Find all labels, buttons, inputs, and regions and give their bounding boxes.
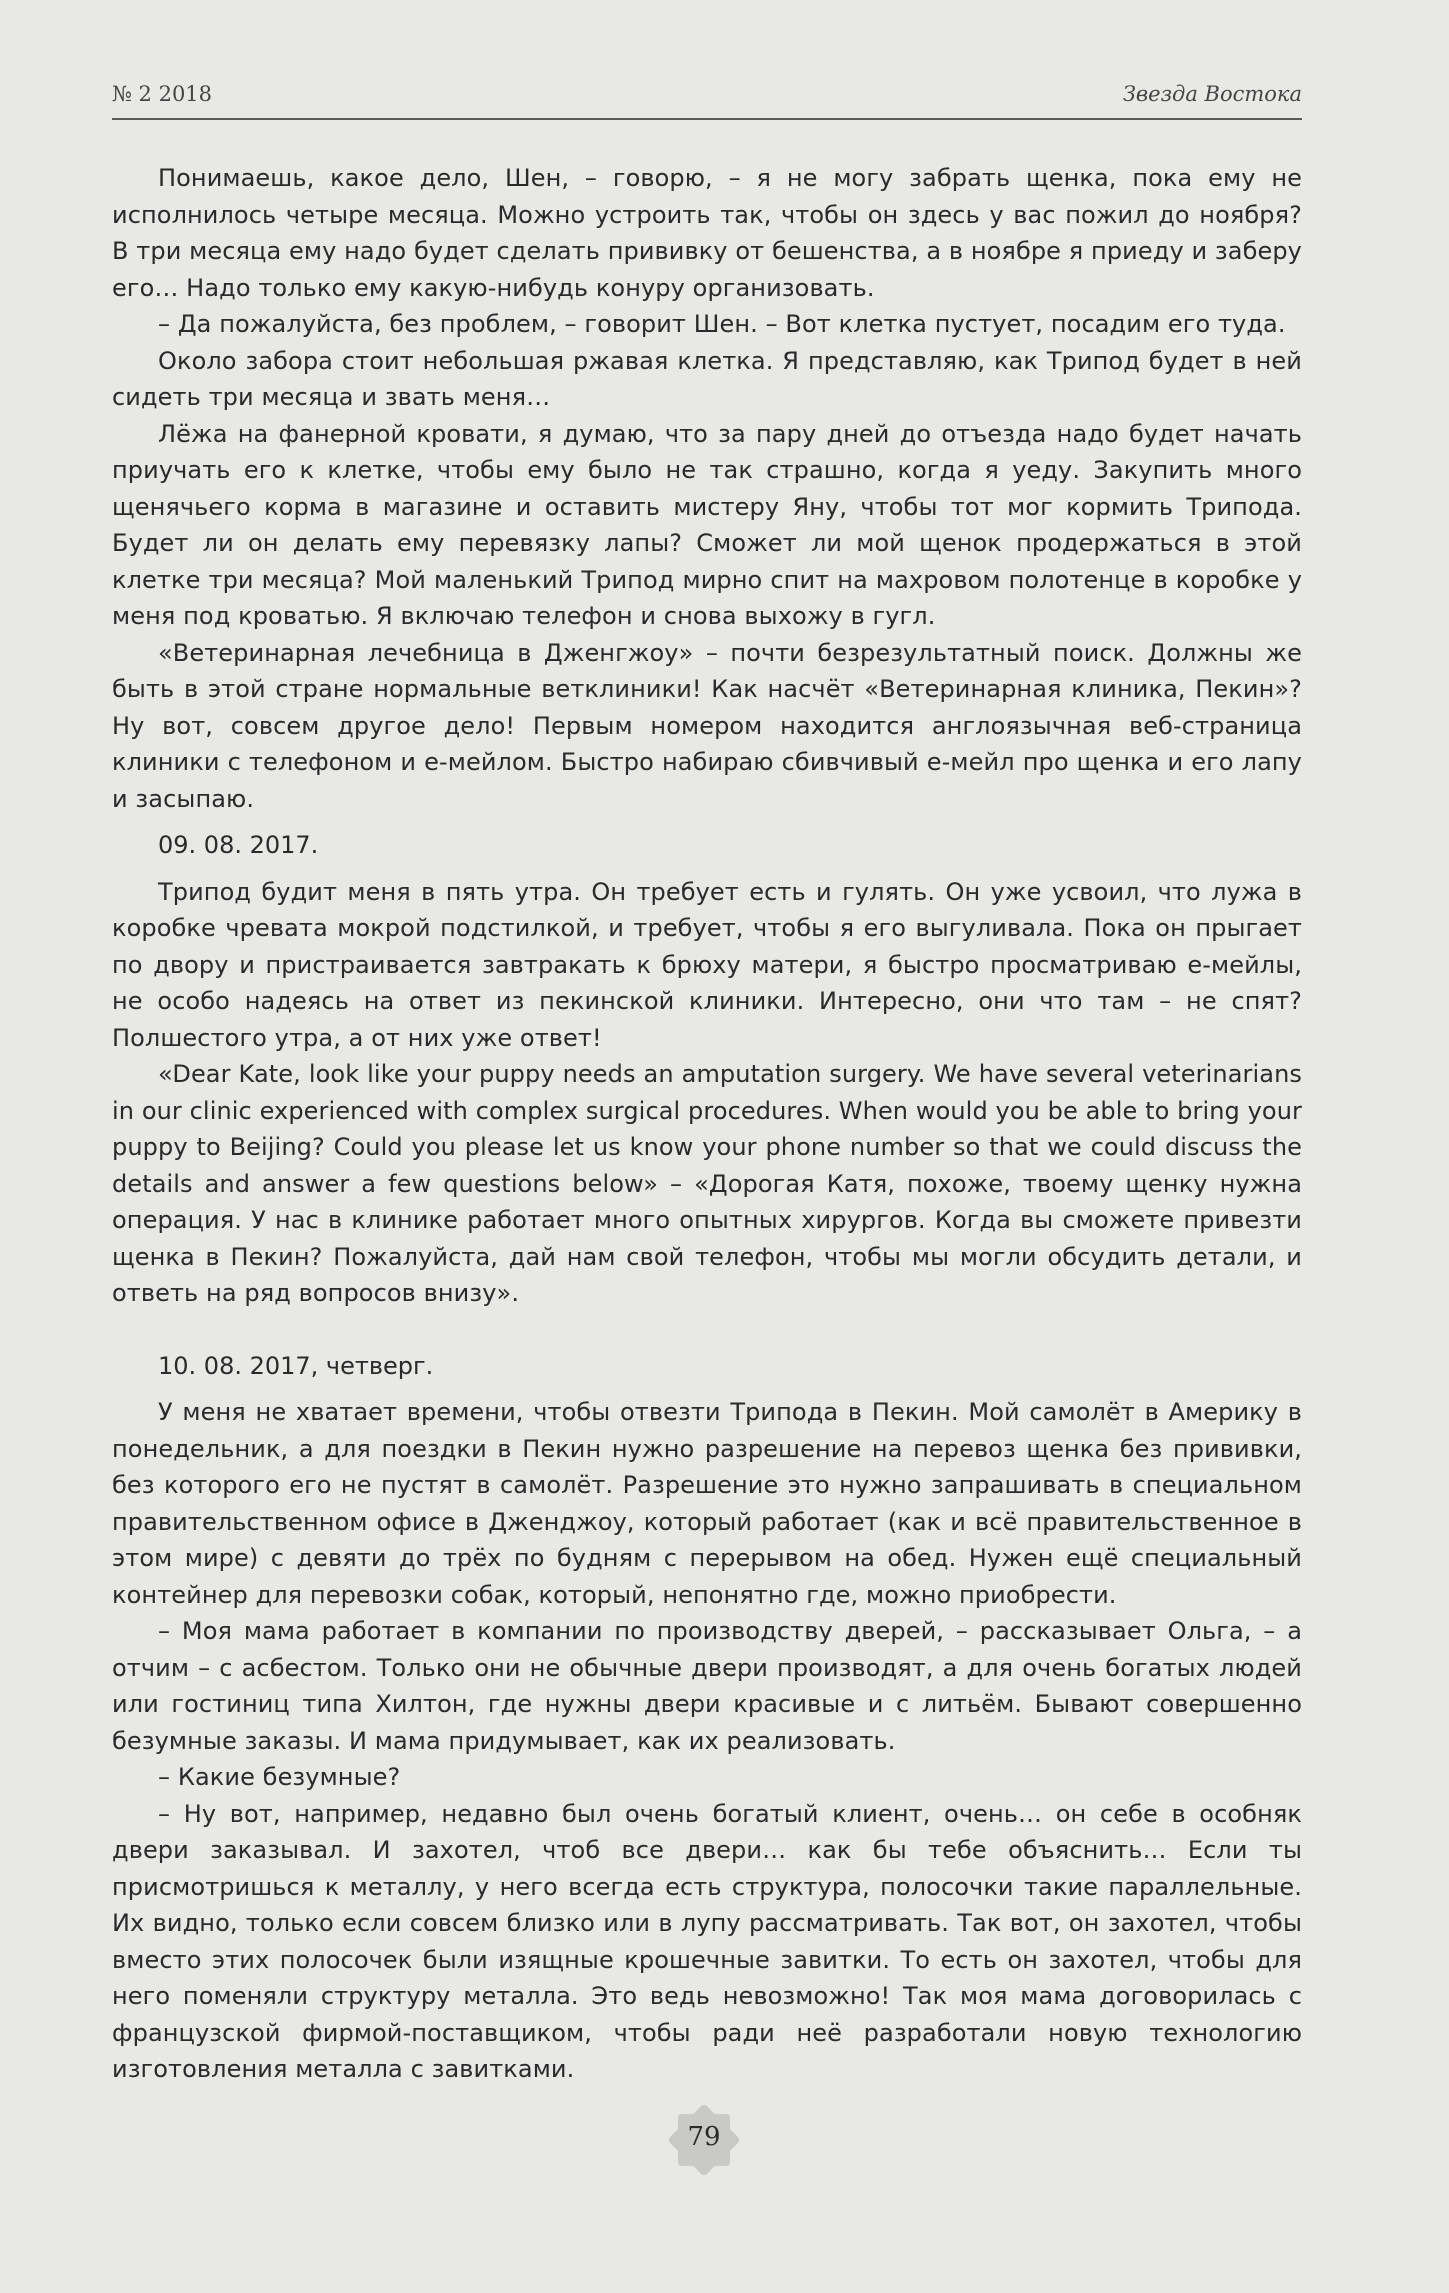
paragraph: Около забора стоит небольшая ржавая клетка. Я представляю, как Трипод будет в ней сидеть три месяца и звать меня…: [112, 346, 1302, 411]
issue-number: № 2 2018: [112, 82, 213, 106]
paragraph: Лёжа на фанерной кровати, я думаю, что за пару дней до отъезда надо будет начать приучать его к клетке, чтобы ему было не так страшно, когда я уеду. Закупить много щенячьего корма в магазине и оставить мистеру Яну, чтобы тот мог кормить Трипода. Будет ли он делать ему перевязку лапы? Сможет ли мой щенок продержаться в этой клетке три месяца? Мой маленький Трипод мирно спит на махровом полотенце в коробке у меня под кроватью. Я включаю телефон и снова выхожу в гугл.: [112, 419, 1302, 630]
diary-date: 09. 08. 2017.: [158, 831, 319, 859]
paragraph: У меня не хватает времени, чтобы отвезти Трипода в Пекин. Мой самолёт в Америку в понедельник, а для поездки в Пекин нужно разрешение на перевоз щенка без прививки, без которого его не пустят в самолёт. Разрешение это нужно запрашивать в специальном правительственном офисе в Дженджоу, который работает (как и всё правительственное в этом мире) с девяти до трёх по будням с перерывом на обед. Нужен ещё специальный контейнер для перевозки собак, который, непонятно где, можно приобрести.: [112, 1398, 1302, 1609]
journal-title: Звезда Востока: [1122, 82, 1302, 106]
page-number-badge: [664, 2100, 744, 2180]
paragraph: Трипод будит меня в пять утра. Он требует есть и гулять. Он уже усвоил, что лужа в коробке чревата мокрой подстилкой, и требует, чтобы я его выгуливала. Пока он прыгает по двору и пристраивается завтракать к брюху матери, я быстро просматриваю е-мейлы, не особо надеясь на ответ из пекинской клиники. Интересно, они что там – не спят? Полшестого утра, а от них уже ответ!: [112, 877, 1302, 1052]
paragraph: – Ну вот, например, недавно был очень богатый клиент, очень… он себе в особняк двери заказывал. И захотел, чтоб все двери… как бы тебе объяснить… Если ты присмотришься к металлу, у него всегда есть структура, полосочки такие параллельные. Их видно, только если совсем близко или в лупу рассматривать. Так вот, он захотел, чтобы вместо этих полосочек были изящные крошечные завитки. То есть он захотел, чтобы для него поменяли структуру металла. Это ведь невозможно! Так моя мама договорилась с французской фирмой-поставщиком, чтобы ради неё разработали новую технологию изготовления металла с завитками.: [112, 1799, 1302, 2083]
paragraph: – Да пожалуйста, без проблем, – говорит Шен. – Вот клетка пустует, посадим его туда.: [158, 310, 1286, 338]
page-number: 79: [687, 2122, 721, 2152]
paragraph: – Какие безумные?: [158, 1763, 401, 1791]
paragraph: – Моя мама работает в компании по производству дверей, – рассказывает Ольга, – а отчим – с асбестом. Только они не обычные двери производят, а для очень богатых людей или гостиниц типа Хилтон, где нужны двери красивые и с литьём. Бывают совершенно безумные заказы. И мама придумывает, как их реализовать.: [112, 1617, 1302, 1755]
article-body: [112, 160, 1302, 2088]
diary-date: 10. 08. 2017, четверг.: [158, 1351, 434, 1380]
paragraph: Понимаешь, какое дело, Шен, – говорю, – я не могу забрать щенка, пока ему не исполнилось четыре месяца. Можно устроить так, чтобы он здесь у вас пожил до ноября? В три месяца ему надо будет сделать прививку от бешенства, а в ноябре я приеду и заберу его… Надо только ему какую-нибудь конуру организовать.: [112, 164, 1302, 302]
paragraph: «Dear Kate, look like your puppy needs an amputation surgery. We have several veterinarians in our clinic experienced with complex surgical procedures. When would you be able to bring your puppy to Beijing? Could you please let us know your phone number so that we could discuss the details and answer a few questions below» – «Дорогая Катя, похоже, твоему щенку нужна операция. У нас в клинике работает много опытных хирургов. Когда вы сможете привезти щенка в Пекин? Пожалуйста, дай нам свой телефон, чтобы мы могли обсудить детали, и ответь на ряд вопросов внизу».: [112, 1060, 1302, 1307]
paragraph: «Ветеринарная лечебница в Дженгжоу» – почти безрезультатный поиск. Должны же быть в этой стране нормальные ветклиники! Как насчёт «Ветеринарная клиника, Пекин»? Ну вот, совсем другое дело! Первым номером находится англоязычная веб-страница клиники с телефоном и е-мейлом. Быстро набираю сбивчивый е-мейл про щенка и его лапу и засыпаю.: [112, 638, 1302, 813]
running-header: [112, 78, 1302, 120]
